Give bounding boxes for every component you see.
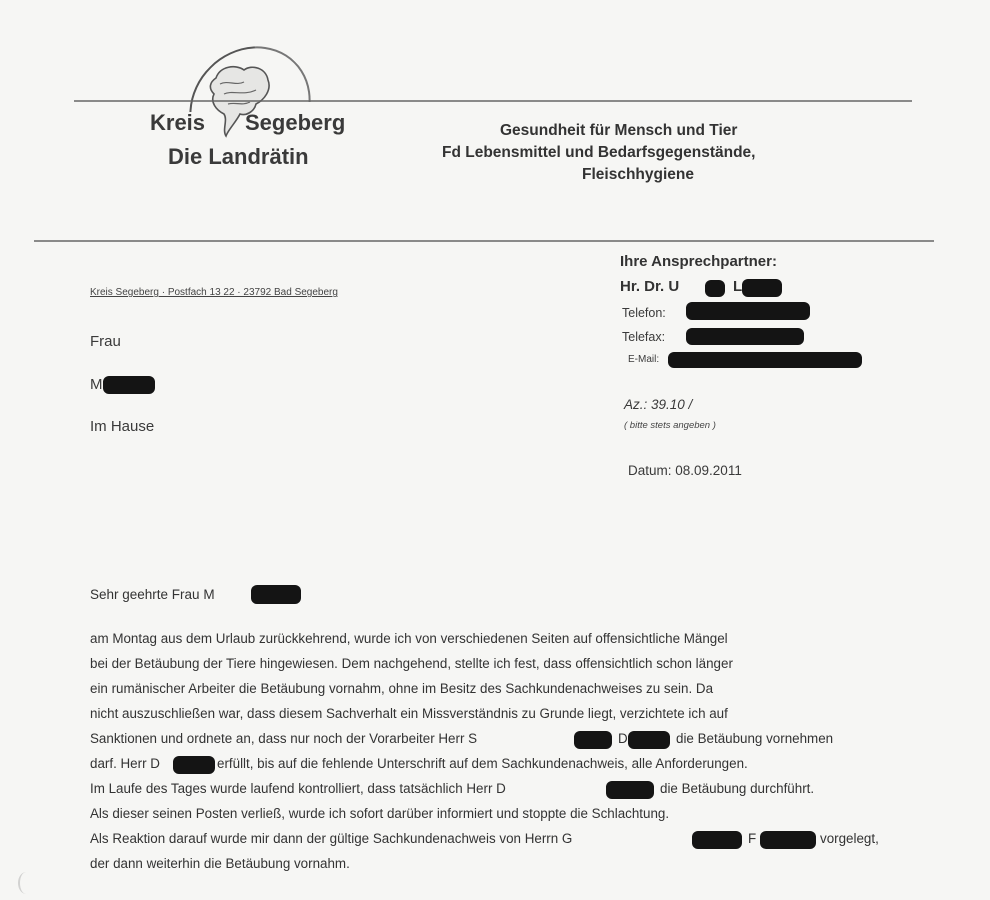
redaction-bar <box>692 831 742 849</box>
body-line-fragment: die Betäubung vornehmen <box>676 731 834 746</box>
redaction-bar <box>686 302 810 320</box>
contact-name-prefix: Hr. Dr. U <box>620 278 680 295</box>
body-line-fragment: F <box>748 831 757 846</box>
org-title: Die Landrätin <box>168 144 309 169</box>
redaction-bar <box>628 731 670 749</box>
redaction-bar <box>760 831 816 849</box>
body-line: bei der Betäubung der Tiere hingewiesen. Dem nachgehend, stellte ich fest, dass offensichtlich schon länger <box>90 656 733 671</box>
reference-note: ( bitte stets angeben ) <box>624 420 716 431</box>
body-line-fragment: die Betäubung durchführt. <box>660 781 815 796</box>
header-rule-top <box>74 100 912 102</box>
body-line: Sanktionen und ordnete an, dass nur noch der Vorarbeiter Herr S <box>90 731 478 746</box>
recipient-salutation: Frau <box>90 333 121 350</box>
redaction-bar <box>606 781 654 799</box>
org-name-part1: Kreis <box>150 110 206 135</box>
letter-salutation: Sehr geehrte Frau M <box>90 587 215 602</box>
recipient-location: Im Hause <box>90 418 155 435</box>
org-name-part2: Segeberg <box>245 110 346 135</box>
body-line-fragment: vorgelegt, <box>820 831 879 846</box>
redaction-bar <box>574 731 612 749</box>
scan-artifact <box>18 872 34 894</box>
body-line: der dann weiterhin die Betäubung vornahm. <box>90 856 350 871</box>
body-line: darf. Herr D <box>90 756 160 771</box>
sender-return-address: Kreis Segeberg · Postfach 13 22 · 23792 Bad Segeberg <box>90 287 338 298</box>
redaction-bar <box>686 328 804 345</box>
body-line-fragment: erfüllt, bis auf die fehlende Unterschrift auf dem Sachkundenachweis, alle Anforderungen. <box>217 756 748 771</box>
body-line: Im Laufe des Tages wurde laufend kontrolliert, dass tatsächlich Herr D <box>90 781 506 796</box>
contact-name-mid: L <box>733 278 743 295</box>
redaction-bar <box>173 756 215 774</box>
body-line: Als Reaktion darauf wurde mir dann der gültige Sachkundenachweis von Herrn G <box>90 831 573 846</box>
body-line-fragment: D <box>618 731 628 746</box>
fax-label: Telefax: <box>622 330 666 344</box>
body-line: nicht auszuschließen war, dass diesem Sachverhalt ein Missverständnis zu Grunde liegt, verzichtete ich auf <box>90 706 728 721</box>
redaction-bar <box>251 585 301 604</box>
body-line: Als dieser seinen Posten verließ, wurde ich sofort darüber informiert und stoppte die Schlachtung. <box>90 806 670 821</box>
redaction-bar <box>742 279 782 297</box>
header-rule-bottom <box>34 240 934 242</box>
redaction-bar <box>668 352 862 368</box>
recipient-name-initial: M <box>90 376 103 393</box>
letter-date: Datum: 08.09.2011 <box>628 463 742 478</box>
contact-name <box>620 278 679 295</box>
department-line3: Fleischhygiene <box>582 166 694 183</box>
phone-label: Telefon: <box>622 306 666 320</box>
contact-heading: Ihre Ansprechpartner: <box>620 253 777 270</box>
email-label: E-Mail: <box>628 354 660 365</box>
redaction-bar <box>705 280 725 297</box>
redaction-bar <box>103 376 155 394</box>
body-line: ein rumänischer Arbeiter die Betäubung vornahm, ohne im Besitz des Sachkundenachweises zu sein. Da <box>90 681 714 696</box>
body-line: am Montag aus dem Urlaub zurückkehrend, wurde ich von verschiedenen Seiten auf offensichtliche Mängel <box>90 631 728 646</box>
recipient-name <box>90 376 103 393</box>
department-line2: Fd Lebensmittel und Bedarfsgegenstände, <box>442 144 756 161</box>
reference-number: Az.: 39.10 / <box>624 397 693 412</box>
department-line1: Gesundheit für Mensch und Tier <box>500 122 738 139</box>
